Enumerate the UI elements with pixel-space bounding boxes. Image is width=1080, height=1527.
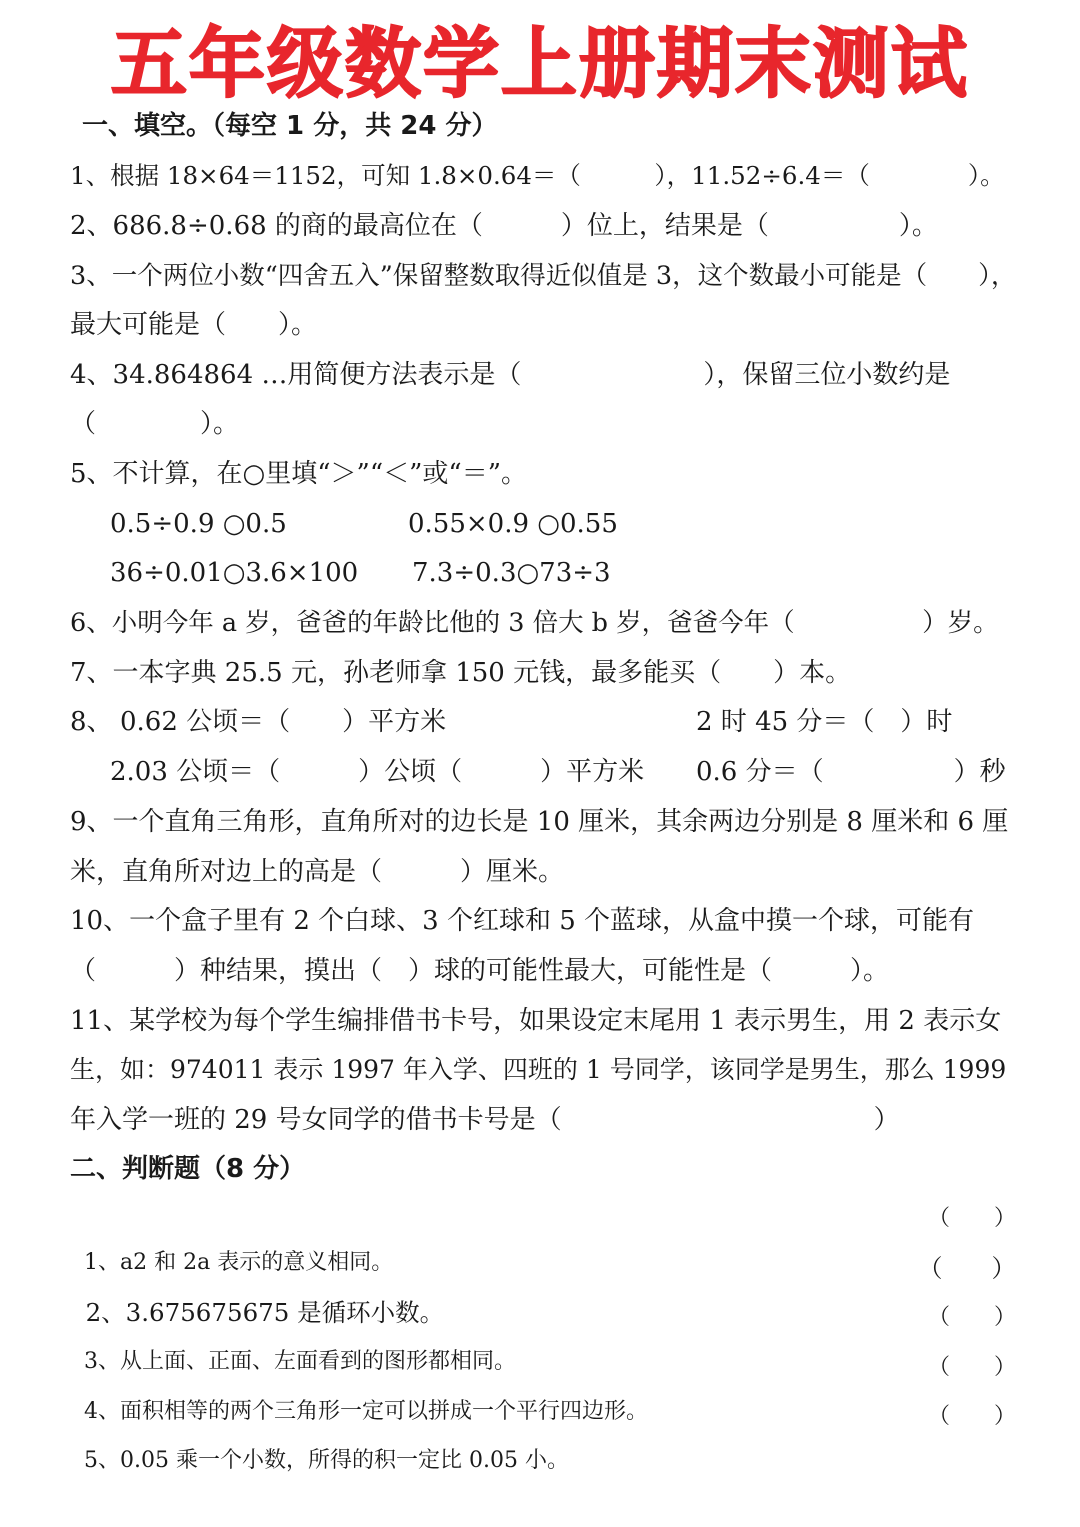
question-3-line-1: 3、一个两位小数“四舍五入”保留整数取得近似值是 3，这个数最小可能是（ ）， (70, 261, 1017, 291)
question-5: 5、不计算，在○里填“＞”“＜”或“＝”。 (70, 459, 527, 489)
compare-item: 0.55×0.9 ○0.55 (408, 509, 618, 539)
page-title: 五年级数学上册期末测试 (111, 19, 969, 108)
conversion-item: 0.6 分＝（ ）秒 (696, 757, 1006, 787)
judgment-item (70, 1395, 1017, 1473)
answer-paren: （ ） (928, 1206, 1017, 1231)
question-11-line-1: 11、某学校为每个学生编排借书卡号，如果设定末尾用 1 表示男生，用 2 表示女 (70, 1006, 1002, 1036)
question-10-line-1: 10、一个盒子里有 2 个白球、3 个红球和 5 个蓝球，从盒中摸一个球，可能有 (70, 906, 975, 936)
answer-paren: （ ） (918, 1254, 1016, 1283)
compare-item: 36÷0.01○3.6×100 (110, 558, 359, 588)
question-5-row-1 (70, 502, 1015, 546)
judgment-text: 2、3.675675675 是循环小数。 (85, 1298, 445, 1327)
question-8-row-2 (70, 750, 1015, 794)
question-9-line-1: 9、一个直角三角形，直角所对的边长是 10 厘米，其余两边分别是 8 厘米和 6 厘 (70, 807, 1009, 837)
judgment-item (70, 1247, 1016, 1327)
judgment-text: 1、a2 和 2a 表示的意义相同。 (84, 1250, 394, 1275)
judgment-item (70, 1197, 1017, 1275)
question-8-row-1 (70, 700, 1015, 744)
question-5-row-2 (70, 551, 1015, 595)
question-7: 7、一本字典 25.5 元，孙老师拿 150 元钱，最多能买（ ）本。 (70, 658, 852, 688)
compare-item: 0.5÷0.9 ○0.5 (110, 509, 287, 539)
judgment-text: 4、面积相等的两个三角形一定可以拼成一个平行四边形。 (84, 1399, 648, 1424)
answer-paren: （ ） (928, 1355, 1017, 1380)
question-1: 1、根据 18×64＝1152，可知 1.8×0.64＝（ ），11.52÷6.4＝（ ）。 (70, 161, 1005, 190)
conversion-item: 0.62 公顷＝（ ）平方米 (120, 707, 447, 737)
conversion-item: 2 时 45 分＝（ ）时 (696, 707, 953, 737)
answer-paren: （ ） (928, 1404, 1017, 1429)
judgment-text: 3、从上面、正面、左面看到的图形都相同。 (84, 1349, 516, 1374)
section-heading-true-false: 二、判断题（8 分） (70, 1154, 306, 1184)
question-number: 8、 (70, 707, 113, 737)
question-9-line-2: 米，直角所对边上的高是（ ）厘米。 (70, 857, 565, 887)
conversion-item: 2.03 公顷＝（ ）公顷（ ）平方米 (110, 757, 645, 787)
question-2: 2、686.8÷0.68 的商的最高位在（ ）位上，结果是（ ）。 (70, 211, 938, 241)
question-3-line-2: 最大可能是（ ）。 (70, 310, 318, 340)
section-heading-fill-blank: 一、填空。（每空 1 分，共 24 分） (82, 111, 498, 141)
question-4-line-2: （ ）。 (70, 409, 240, 439)
answer-paren: （ ） (928, 1305, 1017, 1330)
question-11-line-3: 年入学一班的 29 号女同学的借书卡号是（ ） (70, 1105, 900, 1135)
question-4-line-1: 4、34.864864 …用简便方法表示是（ ），保留三位小数约是 (70, 360, 951, 390)
question-11-line-2: 生，如：974011 表示 1997 年入学、四班的 1 号同学，该同学是男生，那么 1999 (70, 1055, 1007, 1084)
question-6: 6、小明今年 a 岁，爸爸的年龄比他的 3 倍大 b 岁，爸爸今年（ ）岁。 (70, 608, 999, 638)
question-10-line-2: （ ）种结果，摸出（ ）球的可能性最大，可能性是（ ）。 (70, 956, 890, 986)
judgment-text: 5、0.05 乘一个小数，所得的积一定比 0.05 小。 (84, 1448, 569, 1473)
compare-item: 7.3÷0.3○73÷3 (412, 558, 611, 588)
judgment-item (70, 1296, 1017, 1374)
judgment-item (70, 1346, 1017, 1424)
